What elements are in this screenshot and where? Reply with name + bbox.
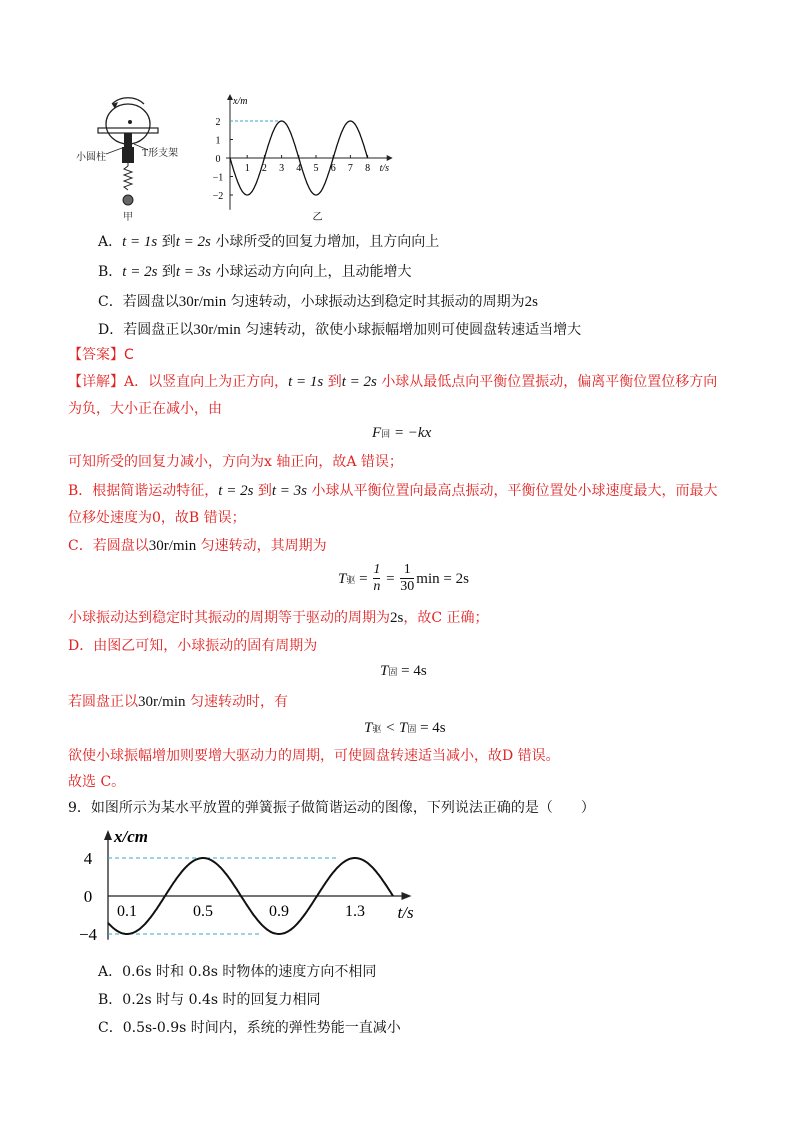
detail-b-line1: B．根据简谐运动特征，t = 2s 到t = 3s 小球从平衡位置向最高点振动，平衡位置处小球速度最大，而最大 [68,483,718,499]
detail-d-line2: 若圆盘正以30r/min 匀速转动时，有 [68,694,288,710]
x-tick-label: 4 [296,163,302,174]
answer-line: 【答案】C [68,347,134,363]
x-axis-label-2: t/s [397,903,414,922]
detail-a-line2: 为负，大小正在减小，由 [68,401,222,417]
xt-graph-1 [198,92,428,226]
x-axis-arrow-2 [402,892,412,900]
equation-period-compare: T驱 < T固 = 4s [364,720,446,736]
xt-graph-2 [76,827,414,948]
x-tick-label: 5 [313,163,319,174]
x-tick-label: 6 [330,163,336,174]
y-tick-label: 2 [215,117,221,128]
x-tick-label-2: 1.3 [345,903,365,920]
option-c: C．若圆盘以30r/min 匀速转动，小球振动达到稳定时其振动的周期为2s [98,294,539,310]
equation-natural-period: T固 = 4s [380,663,427,679]
q9-stem: 9．如图所示为某水平放置的弹簧振子做简谐运动的图像，下列说法正确的是（ ） [68,800,595,816]
detail-a-line1: 【详解】A．以竖直向上为正方向，t = 1s 到t = 2s 小球从最低点向平衡位置振动，偏离平衡位置位移方向 [68,374,718,390]
y-axis-arrow-2 [104,830,112,840]
q9-option-b: B．0.2s 时与 0.4s 时的回复力相同 [98,992,321,1008]
equation-drive-period: T驱 = $\frac{1}{n}$ = $\frac{1}{30}$ min = 2s [338,562,469,594]
apparatus-label-right: T形支架 [142,148,179,159]
detail-d-line3: 欲使小球振幅增加则要增大驱动力的周期，可使圆盘转速适当减小，故D 错误。 [68,748,560,764]
detail-d-line1: D．由图乙可知，小球振动的固有周期为 [68,638,318,654]
option-d: D．若圆盘正以30r/min 匀速转动，欲使小球振幅增加则可使圆盘转速适当增大 [98,322,582,338]
detail-c-line1: C．若圆盘以30r/min 匀速转动，其周期为 [68,538,327,554]
detail-a-line3: 可知所受的回复力减小，方向为x 轴正向，故A 错误； [68,454,403,470]
figure-label-jia: 甲 [123,212,133,223]
detail-conclusion: 故选 C。 [68,774,126,790]
y-tick-label-2: 0 [83,887,93,906]
q9-option-c: C．0.5s-0.9s 时间内，系统的弹性势能一直减小 [98,1020,401,1036]
y-axis-label: x/m [233,96,248,107]
option-b: B．t = 2s 到t = 3s 小球运动方向向上，且动能增大 [98,264,412,280]
x-tick-label-2: 0.5 [193,903,213,920]
y-tick-label-2: −4 [78,925,98,944]
x-tick-label: 2 [261,163,267,174]
equation-restoring-force: F回 = −kx [372,425,432,441]
y-tick-label-2: 4 [83,849,93,868]
x-axis-arrow [387,155,393,161]
detail-b-line2: 位移处速度为0，故B 错误； [68,510,246,526]
x-tick-label-2: 0.9 [269,903,289,920]
x-tick-label: 8 [365,163,371,174]
y-tick-label: 1 [215,135,221,147]
apparatus-label-left: 小圆柱 [76,152,106,163]
y-tick-label: −1 [212,172,224,184]
figure-label-yi: 乙 [312,212,323,223]
y-tick-label: −2 [212,191,224,202]
x-tick-label: 3 [279,163,285,174]
x-tick-label: 7 [347,163,353,174]
y-axis-label-2: x/cm [114,827,148,846]
option-a: A．t = 1s 到t = 2s 小球所受的回复力增加，且方向向上 [98,234,440,250]
x-tick-label: 1 [244,163,250,174]
detail-c-line2: 小球振动达到稳定时其振动的周期等于驱动的周期为2s，故C 正确； [68,610,489,626]
q9-option-a: A．0.6s 时和 0.8s 时物体的速度方向不相同 [98,964,377,980]
y-tick-label: 0 [215,154,221,165]
x-tick-label-2: 0.1 [117,903,137,920]
x-axis-label: t/s [379,163,390,174]
